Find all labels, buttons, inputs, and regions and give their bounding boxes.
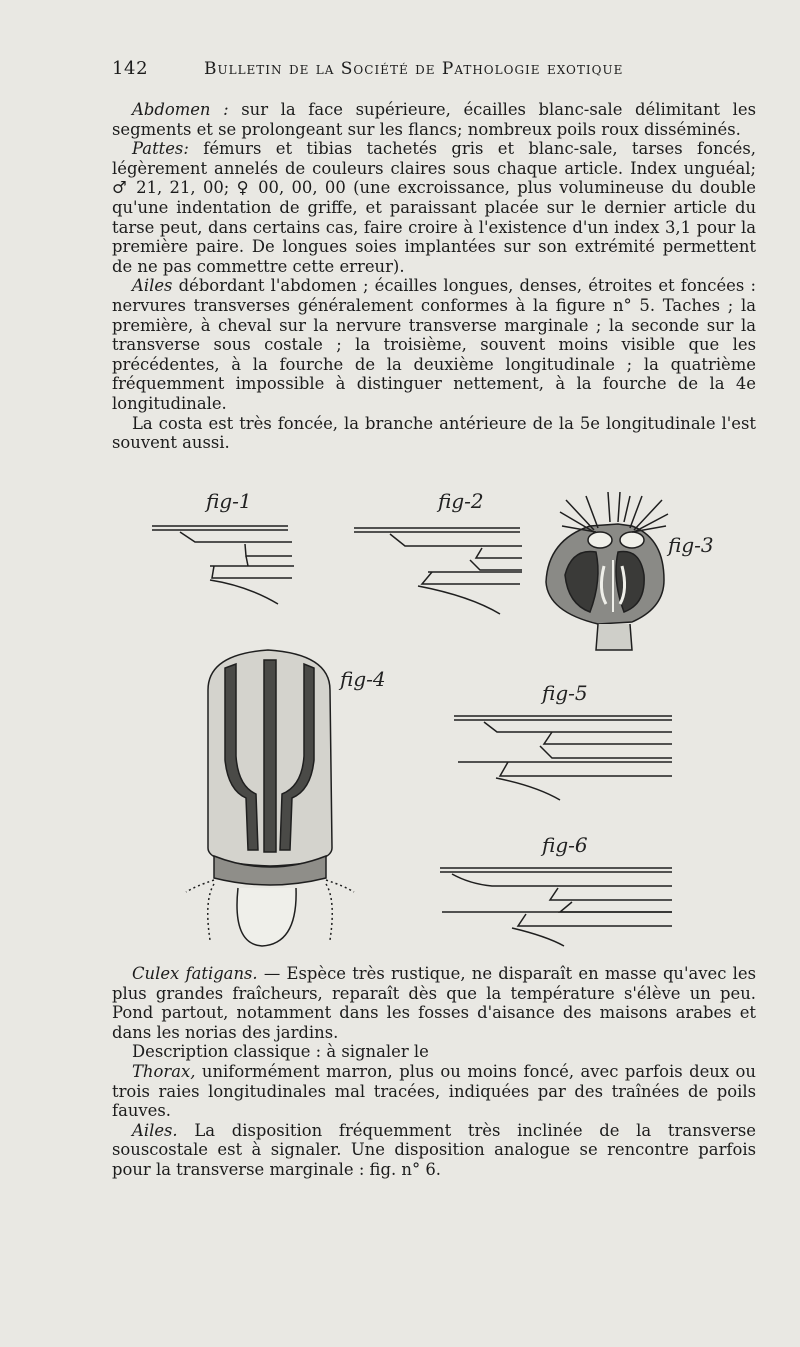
figure-5-label: fig-5: [542, 681, 588, 705]
paragraph-body: Description classique : à signaler le: [132, 1042, 429, 1062]
paragraph-body: débordant l'abdomen ; écailles longues, denses, étroites et foncées : nervures transverses généralement conformes à la figure n° 5. Taches ; la première, à cheval sur la nervure transverse marginale ; la seconde sur la transverse sous costale ; la troisième, souvent moins visible que les précédentes, à la fourche de la deuxième longitudinale ; la quatrième fréquemment impossible à distinguer nettement, à la fourche de la 4e longitudinale.: [112, 276, 756, 413]
paragraph-description: [112, 1042, 756, 1062]
figure-3-head-drawing: [546, 492, 668, 650]
paragraph-lead: Abdomen :: [132, 100, 229, 119]
figure-2-wing-drawing: [354, 528, 522, 614]
figure-3-label: fig-3: [668, 533, 714, 557]
figure-4-thorax-drawing: [186, 650, 354, 946]
paragraph-ailes-2: [112, 1121, 756, 1180]
paragraph-body: La disposition fréquemment très inclinée de la transverse souscostale est à signaler. Une disposition analogue se rencontre parfois pour la transverse marginale : fig. n° 6.: [112, 1120, 756, 1179]
journal-title: Bulletin de la Société de Pathologie exotique: [204, 59, 624, 79]
text-block-bottom: [112, 964, 756, 1180]
paragraph-thorax: [112, 1062, 756, 1121]
paragraph-lead: Ailes: [132, 276, 173, 296]
paragraph-body: sur la face supérieure, écailles blanc-sale délimitant les segments et se prolongeant sur les flancs; nombreux poils roux disséminés.: [112, 100, 756, 139]
paragraph-body: — Espèce très rustique, ne disparaît en masse qu'avec les plus grandes fraîcheurs, reparaît dès que la température s'élève un peu. Pond partout, notamment dans les fosses d'aisance des maisons arabes et dans les norias des jardins.: [112, 964, 757, 1042]
figure-6-wing-drawing: [440, 868, 672, 946]
paragraph-lead: Ailes.: [132, 1120, 178, 1140]
paragraph-lead: Pattes:: [132, 139, 189, 159]
figure-6-label: fig-6: [542, 833, 588, 857]
figure-1-label: fig-1: [206, 489, 252, 513]
paragraph-body: fémurs et tibias tachetés gris et blanc-sale, tarses foncés, légèrement annelés de couleurs claires sous chaque article. Index unguéal; ♂ 21, 21, 00; ♀ 00, 00, 00 (une excroissance, plus volumineuse du double qu'une indentation de griffe, et paraissant placée sur le dernier article du tarse peut, dans certains cas, faire croire à l'existence d'un index 3,1 pour la première paire. De longues soies implantées sur son extrémité permettent de ne pas commettre cette erreur).: [112, 139, 756, 276]
figure-2-label: fig-2: [438, 489, 484, 513]
paragraph-culex: [112, 964, 756, 1042]
figure-1-wing-drawing: [152, 526, 294, 604]
figure-4-label: fig-4: [340, 667, 386, 691]
page-number: 142: [112, 58, 149, 79]
paragraph-body: La costa est très foncée, la branche antérieure de la 5e longitudinale l'est souvent aussi.: [112, 413, 756, 453]
paragraph-lead: Thorax,: [132, 1061, 196, 1081]
figure-5-wing-drawing: [454, 716, 672, 800]
paragraph-body: uniformément marron, plus ou moins foncé, avec parfois deux ou trois raies longitudinales mal tracées, indiquées par des traînées de poils fauves.: [112, 1061, 756, 1121]
paragraph-lead: Culex fatigans.: [132, 964, 258, 983]
